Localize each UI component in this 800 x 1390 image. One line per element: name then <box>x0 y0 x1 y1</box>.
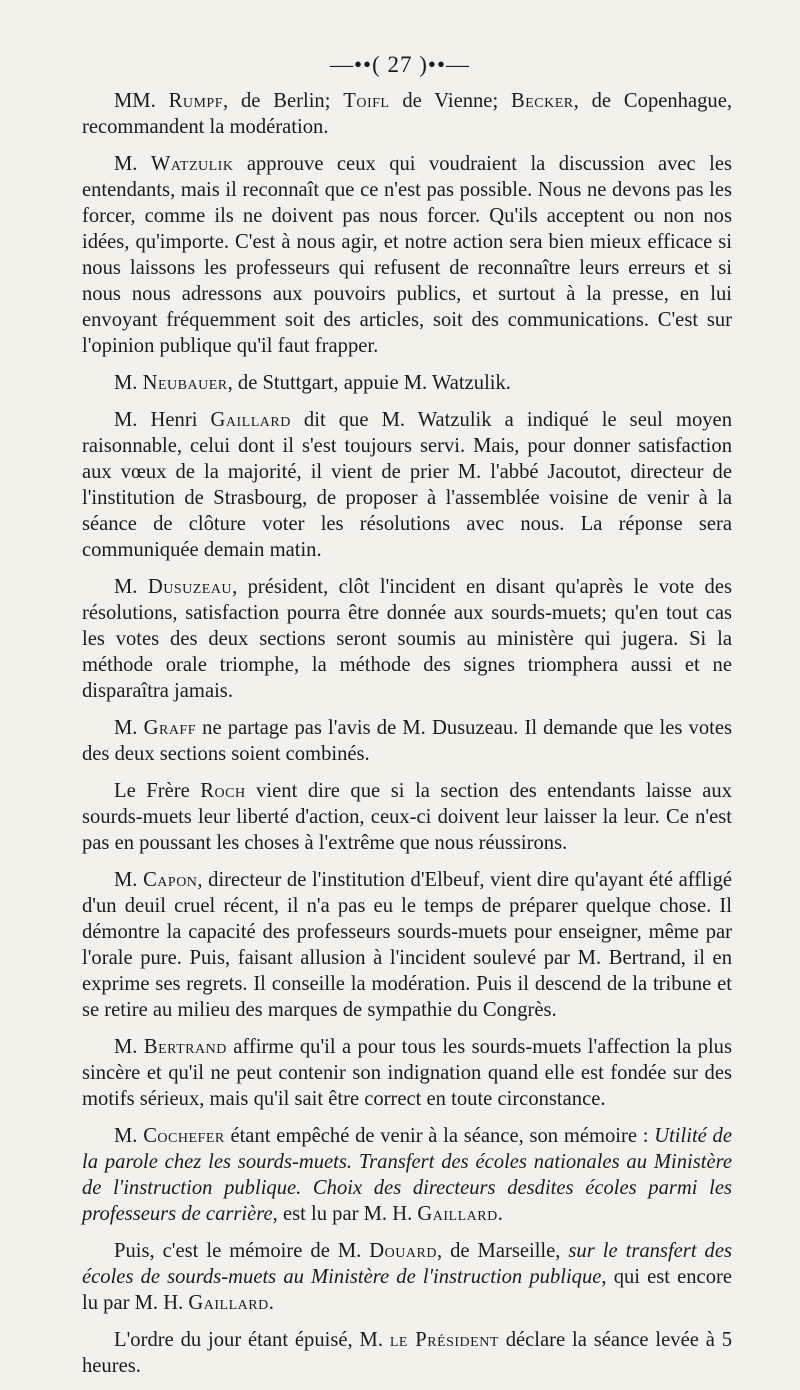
text-run: L'ordre du jour étant épuisé, M. <box>114 1329 390 1351</box>
speaker-name: Capon <box>143 869 198 891</box>
speaker-name: Gaillard <box>210 409 291 431</box>
text-run: , président, clôt l'incident en disant qu'après le vote des résolutions, satisfaction pourra être donnée aux sourds-muets; qu'en tout cas les votes des deux sections seront soumis au ministère qui jugera. Si la méthode orale triomphe, la méthode des signes triomphera aussi et ne disparaîtra jamais. <box>82 576 733 702</box>
text-run: affirme qu'il a pour tous les sourds-muets l'affection la plus sincère et qu'il ne peut contenir son indignation quand elle est fondée sur des motifs sérieux, mais qu'il sait être correct en toute circonstance. <box>82 1036 732 1110</box>
document-body <box>82 88 732 1390</box>
italic-title: Utilité de la parole chez les sourds-muets. Transfert des écoles nationales au Ministère de l'instruction publique. Choix des directeurs desdites écoles parmi les professeurs de carrière <box>82 1125 732 1225</box>
italic-title: sur le transfert des écoles de sourds-muets au Ministère de l'instruction publique <box>82 1240 732 1288</box>
paragraph <box>82 778 732 856</box>
text-run: M. <box>114 1036 144 1058</box>
paragraph <box>82 1327 732 1379</box>
speaker-name: Rumpf <box>168 90 223 112</box>
text-run: M. <box>114 153 151 175</box>
paragraph <box>82 151 732 359</box>
text-run: M. <box>114 717 144 739</box>
page-number: —••( 27 )••— <box>329 52 471 77</box>
speaker-name: Gaillard <box>417 1203 498 1225</box>
text-run: Puis, c'est le mémoire de M. <box>114 1240 370 1262</box>
paragraph <box>82 370 732 396</box>
paragraph <box>82 1123 732 1227</box>
paragraph <box>82 1238 732 1316</box>
text-run: , qui est encore lu par M. H. <box>82 1266 732 1314</box>
text-run: , directeur de l'institution d'Elbeuf, vient dire qu'ayant été affligé d'un deuil cruel récent, il n'a pas eu le temps de préparer quelque chose. Il démontre la capacité des professeurs sourds-muets pour enseigner, même par l'orale pure. Puis, faisant allusion à l'incident soulevé par M. Bertrand, il en exprime ses regrets. Il conseille la modération. Puis il descend de la tribune et se retire au milieu des marques de sympathie du Congrès. <box>82 869 733 1021</box>
speaker-name: Douard <box>369 1240 437 1262</box>
speaker-name: Bertrand <box>143 1036 227 1058</box>
speaker-name: Neubauer <box>142 372 228 394</box>
text-run: ne partage pas l'avis de M. Dusuzeau. Il demande que les votes des deux sections soient combinés. <box>82 717 733 765</box>
text-run: Le Frère <box>114 780 201 802</box>
speaker-name: Dusuzeau <box>147 576 233 598</box>
text-run: , de Marseille, <box>436 1240 569 1262</box>
text-run: , est lu par M. H. <box>272 1203 418 1225</box>
speaker-name: Graff <box>143 717 197 739</box>
text-run: . <box>497 1203 503 1225</box>
speaker-name: Gaillard <box>188 1292 269 1314</box>
paragraph <box>82 407 732 563</box>
text-run: M. <box>114 1125 144 1147</box>
text-run: , de Copenhague, recommandent la modération. <box>82 90 732 138</box>
text-run: M. <box>114 869 144 891</box>
text-run: M. <box>114 372 143 394</box>
speaker-name: Roch <box>200 780 246 802</box>
paragraph <box>82 1034 732 1112</box>
paragraph <box>82 867 732 1023</box>
paragraph <box>82 574 732 704</box>
paragraph <box>82 715 732 767</box>
text-run: de Vienne; <box>389 90 512 112</box>
text-run: vient dire que si la section des entendants laisse aux sourds-muets leur liberté d'action, ceux-ci doivent leur laisser la leur. Ce n'est pas en poussant les choses à l'extrême que nous réussirons. <box>82 780 732 854</box>
text-run: M. <box>114 576 148 598</box>
text-run: dit que M. Watzulik a indiqué le seul moyen raisonnable, celui dont il s'est toujours servi. Mais, pour donner satisfaction aux vœux de la majorité, il vient de prier M. l'abbé Jacoutot, directeur de l'institution de Strasbourg, de proposer à l'assemblée voisine de venir à la séance de clôture voter les résolutions avec nous. La réponse sera communiquée demain matin. <box>82 409 732 561</box>
paragraph <box>82 88 732 140</box>
text-run: M. Henri <box>114 409 211 431</box>
text-run: , de Stuttgart, appuie M. Watzulik. <box>227 372 511 394</box>
text-run: , de Berlin; <box>222 90 344 112</box>
text-run: déclare la séance levée à 5 heures. <box>82 1329 732 1377</box>
text-run: approuve ceux qui voudraient la discussion avec les entendants, mais il reconnaît que ce n'est pas possible. Nous ne devons pas les forcer, comme ils ne doivent pas nous forcer. Qu'ils acceptent ou non nos idées, qu'importe. C'est à nous agir, et notre action sera bien mieux efficace si nous laissons les professeurs qui refusent de reconnaître leurs erreurs et si nous nous adressons aux pouvoirs publics, et surtout à la presse, en lui envoyant fréquemment soit des articles, soit des communications. C'est sur l'opinion publique qu'il faut frapper. <box>82 153 732 357</box>
text-run: . <box>268 1292 274 1314</box>
speaker-name: Toifl <box>343 90 390 112</box>
speaker-name: Watzulik <box>150 153 234 175</box>
speaker-name: Becker <box>511 90 574 112</box>
text-run: étant empêché de venir à la séance, son mémoire : <box>224 1125 655 1147</box>
speaker-name: le Président <box>389 1329 499 1351</box>
speaker-name: Cochefer <box>143 1125 225 1147</box>
text-run: MM. <box>114 90 169 112</box>
